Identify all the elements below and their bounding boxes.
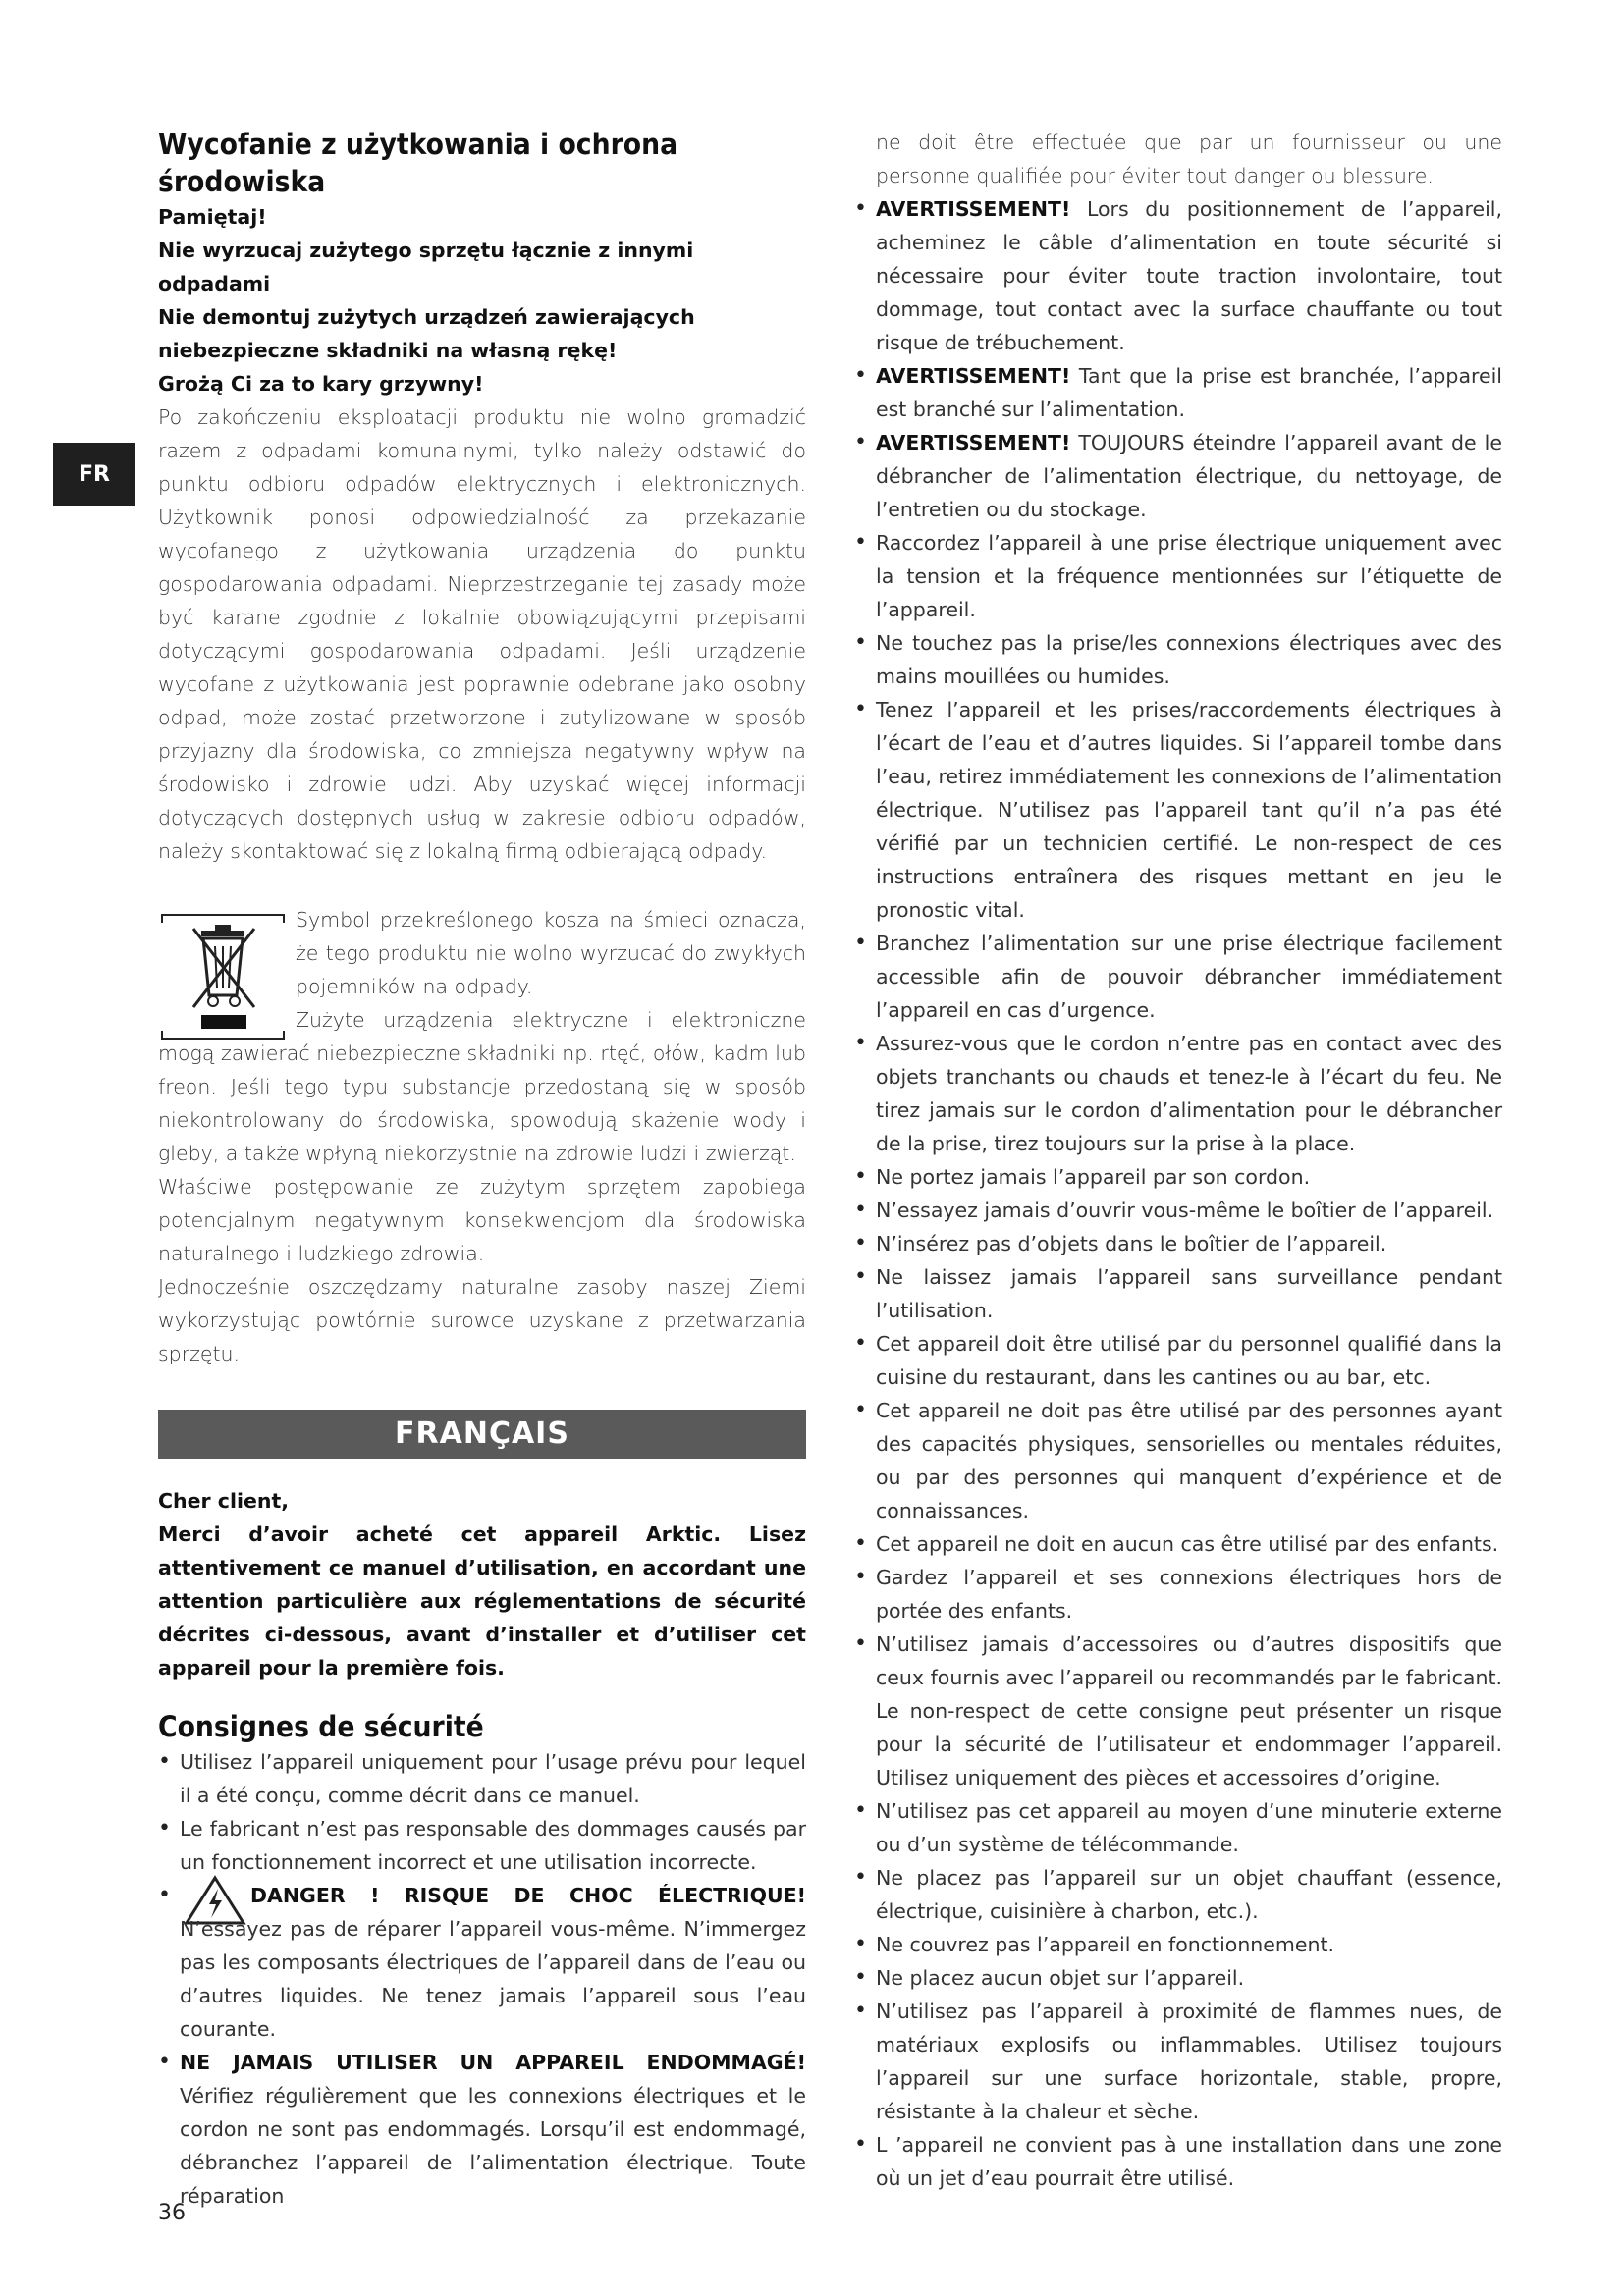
- list-item: [854, 359, 1502, 426]
- pl-paragraph-3: Jednocześnie oszczędzamy naturalne zasoby naszej Ziemi wykorzystując powtórnie surowce uzyskane z przetwarzania sprzętu.: [158, 1275, 806, 1365]
- bullet-text: N’utilisez jamais d’accessoires ou d’autres dispositifs que ceux fournis avec l’appareil ou recommandés par le fabricant. Le non-respect de cette consigne peut présenter un risque pour la sécurité de l’utilisateur et endommager l’appareil. Utilisez uniquement des pièces et accessoires d’origine.: [876, 1632, 1502, 1789]
- list-item: [854, 192, 1502, 359]
- list-item: [854, 526, 1502, 626]
- pl-paragraph-2: Właściwe postępowanie ze zużytym sprzętem zapobiega potencjalnym negatywnym konsekwencjom dla środowiska naturalnego i ludzkiego zdrowia.: [158, 1175, 806, 1265]
- bullet-text: Le fabricant n’est pas responsable des dommages causés par un fonctionnement incorrect et une utilisation incorrecte.: [180, 1817, 806, 1874]
- list-item: [854, 1394, 1502, 1527]
- bullet-text: Ne placez pas l’appareil sur un objet chauffant (essence, électrique, cuisinière à charbon, etc.).: [876, 1866, 1502, 1923]
- list-item: [854, 1160, 1502, 1194]
- bullet-text: N’utilisez pas cet appareil au moyen d’une minuterie externe ou d’un système de télécommande.: [876, 1799, 1502, 1856]
- pl-paragraph-1: Po zakończeniu eksploatacji produktu nie wolno gromadzić razem z odpadami komunalnymi, tylko należy odstawić do punktu odbioru odpadów elektrycznych i elektronicznych. Użytkownik ponosi odpowiedzialność za przekazanie wycofanego z użytkowania urządzenia do punktu gospodarowania odpadami. Nieprzestrzeganie tej zasady może być karane zgodnie z lokalnie obowiązującymi przepisami dotyczącymi gospodarowania odpadami. Jeśli urządzenie wycofane z użytkowania jest poprawnie odebrane jako osobny odpad, może zostać przetworzone i zutylizowane w sposób przyjazny dla środowiska, co zmniejsza negatywny wpływ na środowisko i zdrowie ludzi. Aby uzyskać więcej informacji dotyczących dostępnych usług w zakresie odbioru odpadów, należy skontaktować się z lokalną firmą odbierającą odpady.: [158, 405, 806, 863]
- list-item: [854, 693, 1502, 927]
- bullet-lead: AVERTISSEMENT!: [876, 364, 1071, 388]
- bullet-text: Gardez l’appareil et ses connexions électriques hors de portée des enfants.: [876, 1566, 1502, 1623]
- fr-intro: Merci d’avoir acheté cet appareil Arktic. Lisez attentivement ce manuel d’utilisation, en accordant une attention particulière aux réglementations de sécurité décrites ci-dessous, avant d’installer et d’utiliser cet appareil pour la première fois.: [158, 1522, 806, 1680]
- bullet-text: Assurez-vous que le cordon n’entre pas en contact avec des objets tranchants ou chauds et tenez-le à l’écart du feu. Ne tirez jamais sur le cordon d’alimentation pour le débrancher de la prise, tirez toujours sur la prise à la place.: [876, 1032, 1502, 1155]
- list-item: [854, 1227, 1502, 1260]
- language-side-tab: FR: [53, 443, 135, 506]
- fr-safety-title: Consignes de sécurité: [158, 1710, 484, 1743]
- list-item: [158, 2046, 806, 2213]
- bullet-lead: DANGER ! RISQUE DE CHOC ÉLECTRIQUE!: [250, 1884, 806, 1907]
- fr-safety-list-left: [158, 1745, 806, 2213]
- page-number: 36: [158, 2201, 186, 2225]
- list-item: [854, 1961, 1502, 1995]
- bullet-text: Cet appareil doit être utilisé par du personnel qualifié dans la cuisine du restaurant, dans les cantines ou au bar, etc.: [876, 1332, 1502, 1389]
- bullet-text: N’insérez pas d’objets dans le boîtier de l’appareil.: [876, 1232, 1387, 1255]
- pl-warning-1: Pamiętaj!: [158, 205, 267, 229]
- bullet-text: Cet appareil ne doit en aucun cas être utilisé par des enfants.: [876, 1532, 1499, 1556]
- bullet-text: Lors du positionnement de l’appareil, acheminez le câble d’alimentation en toute sécurité si nécessaire pour éviter toute traction involontaire, tout dommage, tout contact avec la surface chauffante ou tout risque de trébuchement.: [876, 197, 1502, 354]
- pl-warning-4: Grożą Ci za to kary grzywny!: [158, 372, 484, 396]
- left-column: [158, 126, 806, 2213]
- list-item: [854, 1027, 1502, 1160]
- bullet-text: Ne touchez pas la prise/les connexions électriques avec des mains mouillées ou humides.: [876, 631, 1502, 688]
- list-item: [854, 426, 1502, 526]
- bullet-lead: AVERTISSEMENT!: [876, 197, 1071, 221]
- bullet-text: N’utilisez pas l’appareil à proximité de flammes nues, de matériaux explosifs ou inflammables. Utilisez toujours l’appareil sur une surface horizontale, stable, propre, résistante à la chaleur et sèche.: [876, 2000, 1502, 2123]
- language-header-bar: FRANÇAIS: [158, 1410, 806, 1459]
- fr-greeting: Cher client,: [158, 1489, 290, 1513]
- bullet-text: N’essayez jamais d’ouvrir vous-même le boîtier de l’appareil.: [876, 1199, 1494, 1222]
- list-item: [158, 1745, 806, 1812]
- list-item: [854, 2128, 1502, 2195]
- list-item: [158, 1812, 806, 1879]
- list-item: [854, 1995, 1502, 2128]
- bullet-text: Tant que la prise est branchée, l’appareil est branché sur l’alimentation.: [876, 364, 1502, 421]
- bullet-text: Raccordez l’appareil à une prise électrique uniquement avec la tension et la fréquence mentionnées sur l’étiquette de l’appareil.: [876, 531, 1502, 621]
- bullet-lead: NE JAMAIS UTILISER UN APPAREIL ENDOMMAGÉ!: [180, 2051, 806, 2074]
- right-column: [854, 126, 1502, 2195]
- continued-text: ne doit être effectuée que par un fournisseur ou une personne qualifiée pour éviter tout danger ou blessure.: [876, 131, 1502, 187]
- list-item: [854, 927, 1502, 1027]
- list-item: [854, 1561, 1502, 1628]
- list-item: [854, 1327, 1502, 1394]
- fr-safety-list-right: [854, 192, 1502, 2195]
- list-item: [854, 1861, 1502, 1928]
- bullet-text: N’essayez pas de réparer l’appareil vous-même. N’immergez pas les composants électriques de l’appareil dans de l’eau ou d’autres liquides. Ne tenez jamais l’appareil sous l’eau courante.: [180, 1917, 806, 2041]
- pl-warning-2: Nie wyrzucaj zużytego sprzętu łącznie z innymi odpadami: [158, 239, 694, 295]
- weee-block: [158, 903, 806, 1170]
- bullet-text: TOUJOURS éteindre l’appareil avant de le débrancher de l’alimentation électrique, du nettoyage, de l’entretien ou du stockage.: [876, 431, 1502, 521]
- bullet-text: Utilisez l’appareil uniquement pour l’usage prévu pour lequel il a été conçu, comme décrit dans ce manuel.: [180, 1750, 806, 1807]
- bullet-text: Vérifiez régulièrement que les connexions électriques et le cordon ne sont pas endommagés. Lorsqu’il est endommagé, débranchez l’appareil de l’alimentation électrique. Toute réparation: [180, 2084, 806, 2208]
- pl-warning-3: Nie demontuj zużytych urządzeń zawierających niebezpieczne składniki na własną rękę!: [158, 305, 695, 362]
- list-item: [158, 1879, 806, 2046]
- list-item: [854, 626, 1502, 693]
- list-item: [854, 1194, 1502, 1227]
- pl-section-title: Wycofanie z użytkowania i ochrona środowiska: [158, 128, 678, 198]
- list-item: [854, 1794, 1502, 1861]
- list-item: [854, 1260, 1502, 1327]
- crossed-bin-icon: [158, 913, 288, 1041]
- list-item: [854, 1527, 1502, 1561]
- pl-symbol-text-2: Zużyte urządzenia elektryczne i elektroniczne mogą zawierać niebezpieczne składniki np. rtęć, ołów, kadm lub freon. Jeśli tego typu substancje przedostaną się w sposób niekontrolowany do środowiska, spowodują skażenie wody i gleby, a także wpłyną niekorzystnie na zdrowie ludzi i zwierząt.: [158, 1008, 806, 1165]
- bullet-text: L ’appareil ne convient pas à une installation dans une zone où un jet d’eau pourrait être utilisé.: [876, 2133, 1502, 2190]
- pl-symbol-text-1: Symbol przekreślonego kosza na śmieci oznacza, że tego produktu nie wolno wyrzucać do zwykłych pojemników na odpady.: [296, 908, 806, 998]
- bullet-text: Tenez l’appareil et les prises/raccordements électriques à l’écart de l’eau et d’autres liquides. Si l’appareil tombe dans l’eau, retirez immédiatement les connexions de l’alimentation électrique. N’utilisez pas l’appareil tant qu’il n’a pas été vérifié par un technicien certifié. Le non-respect de ces instructions entraînera des risques mettant en jeu le pronostic vital.: [876, 698, 1502, 922]
- bullet-lead: AVERTISSEMENT!: [876, 431, 1071, 454]
- bullet-text: Cet appareil ne doit pas être utilisé par des personnes ayant des capacités physiques, sensorielles ou mentales réduites, ou par des personnes qui manquent d’expérience et de connaissances.: [876, 1399, 1502, 1522]
- list-item: [854, 1928, 1502, 1961]
- bullet-text: Ne laissez jamais l’appareil sans surveillance pendant l’utilisation.: [876, 1265, 1502, 1322]
- bullet-text: Ne couvrez pas l’appareil en fonctionnement.: [876, 1933, 1335, 1956]
- list-item: [854, 1628, 1502, 1794]
- bullet-text: Branchez l’alimentation sur une prise électrique facilement accessible afin de pouvoir débrancher immédiatement l’appareil en cas d’urgence.: [876, 932, 1502, 1022]
- bullet-text: Ne placez aucun objet sur l’appareil.: [876, 1966, 1245, 1990]
- bullet-text: Ne portez jamais l’appareil par son cordon.: [876, 1165, 1311, 1189]
